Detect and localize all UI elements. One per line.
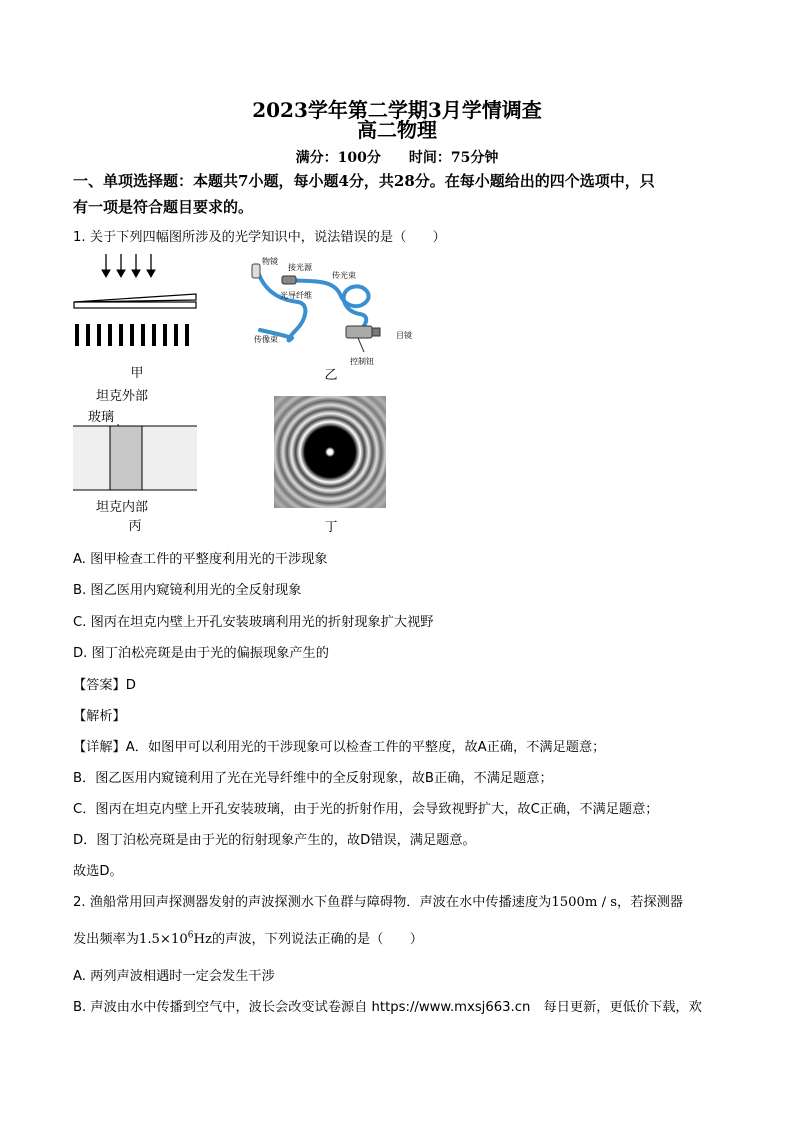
q1-option-b: B. 图乙医用内窥镜利用光的全反射现象 [73, 583, 302, 598]
exam-title: 2023学年第二学期3月学情调查 [252, 98, 542, 122]
q1-option-d: D. 图丁泊松亮斑是由于光的偏振现象产生的 [73, 646, 329, 661]
q2-stem-line2-b: 的声波，下列说法正确的是（ ） [211, 932, 423, 947]
q2-stem-line2-a: 发出频率为 [73, 932, 139, 947]
q2-stem-line1-b: ，若探测器 [617, 895, 683, 910]
figure-bing [72, 424, 198, 492]
yi-control: 控制钮 [350, 357, 374, 366]
bing-inside-label: 坦克内部 [96, 500, 149, 515]
interference-fringes [75, 324, 189, 346]
q1-answer: 【答案】D [73, 678, 136, 693]
q1-detail-2: B．图乙医用内窥镜利用了光在光导纤维中的全反射现象，故B正确，不满足题意； [73, 771, 553, 786]
q2-stem-line2 [73, 928, 423, 947]
figure-jia [72, 250, 202, 355]
q2-freq-unit: Hz [193, 932, 212, 947]
yi-objective: 物镜 [262, 257, 278, 266]
q2-option-a: A. 两列声波相遇时一定会发生干涉 [73, 969, 275, 984]
q1-option-c: C. 图丙在坦克内壁上开孔安装玻璃利用光的折射现象扩大视野 [73, 615, 434, 630]
subject-title: 高二物理 [357, 118, 437, 142]
q1-detail-1: 【详解】A．如图甲可以利用光的干涉现象可以检查工件的平整度，故A正确，不满足题意； [73, 740, 606, 755]
figure-bing-label: 丙 [128, 519, 142, 534]
bing-outside-label: 坦克外部 [96, 389, 149, 404]
section-heading-line2: 有一项是符合题目要求的。 [73, 198, 254, 216]
q2-speed: 1500m / s [551, 895, 618, 910]
q1-stem: 1. 关于下列四幅图所涉及的光学知识中，说法错误的是（ ） [73, 230, 446, 245]
figure-ding-label: 丁 [324, 520, 338, 535]
q1-option-a: A. 图甲检查工件的平整度利用光的干涉现象 [73, 552, 328, 567]
q2-stem-line1 [73, 891, 683, 910]
q2-freq-exp: 6 [187, 930, 194, 941]
yi-fiber: 光导纤维 [280, 291, 312, 300]
q2-stem-line1-a: 2. 渔船常用回声探测器发射的声波探测水下鱼群与障碍物．声波在水中传播速度为 [73, 895, 552, 910]
figure-ding [274, 396, 386, 508]
section-heading-line1: 一、单项选择题：本题共7小题，每小题4分，共28分。在每小题给出的四个选项中，只 [73, 172, 655, 190]
figure-yi-label: 乙 [324, 368, 338, 383]
bing-glass-label: 玻璃 [88, 410, 115, 425]
q2-freq-base: 1.5×10 [138, 932, 188, 947]
wedge-plates [74, 294, 196, 308]
q1-detail-4: D．图丁泊松亮斑是由于光的衍射现象产生的，故D错误，满足题意。 [73, 833, 476, 848]
yi-light-beam: 传光束 [332, 271, 356, 280]
section-heading [73, 168, 723, 220]
q1-detail-3: C．图丙在坦克内壁上开孔安装玻璃，由于光的折射作用，会导致视野扩大，故C正确，不满足题意； [73, 802, 659, 817]
figure-yi [240, 252, 420, 367]
q1-detail-5: 故选D。 [73, 864, 123, 879]
arrow-icons [102, 254, 155, 277]
figure-jia-label: 甲 [130, 366, 144, 381]
score-time: 满分：100分 时间：75分钟 [295, 150, 499, 166]
q2-option-b: B. 声波由水中传播到空气中，波长会改变试卷源自 https://www.mxsj663.cn 每日更新，更低价下载，欢 [73, 1000, 702, 1015]
yi-eyepiece: 目镜 [396, 331, 412, 340]
yi-image-beam: 传像束 [254, 335, 278, 344]
yi-light-source: 接光源 [288, 263, 312, 272]
q1-analysis-label: 【解析】 [73, 709, 126, 724]
